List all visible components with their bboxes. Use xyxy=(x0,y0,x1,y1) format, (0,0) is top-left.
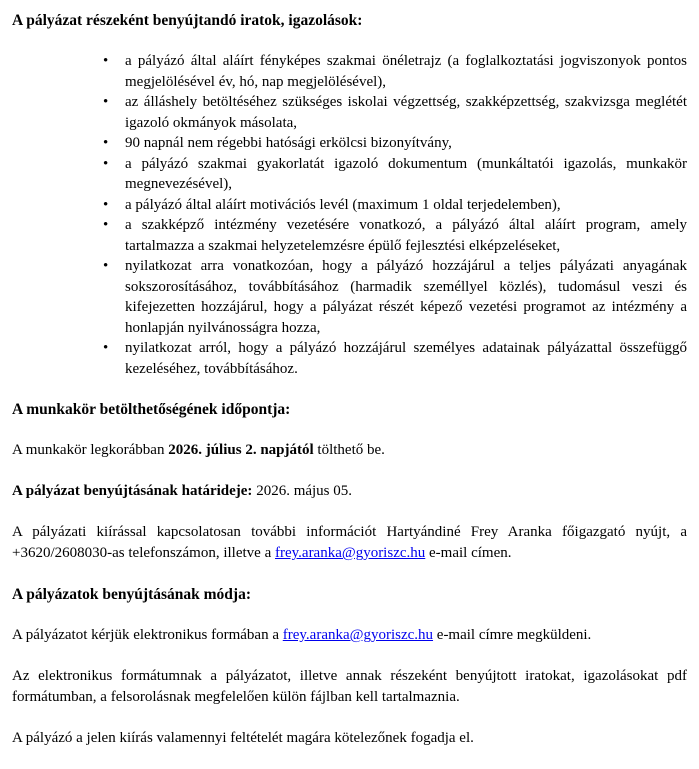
list-item: • a pályázó szakmai gyakorlatát igazoló dokumentum (munkáltatói igazolás, munkakör megnevezésével), xyxy=(125,154,687,195)
submission-paragraph xyxy=(12,625,687,646)
documents-heading: A pályázat részeként benyújtandó iratok, igazolások: xyxy=(12,12,363,29)
contact-email-link[interactable]: frey.aranka@gyoriszc.hu xyxy=(274,545,426,561)
list-item: • a szakképző intézmény vezetésére vonatkozó, a pályázó által aláírt program, amely tartalmazza a szakmai helyzetelemzésre épülő fejlesztési elképzeléseket, xyxy=(125,215,687,256)
list-item: • a pályázó által aláírt motivációs levél (maximum 1 oldal terjedelemben), xyxy=(125,195,687,216)
contact-paragraph xyxy=(12,522,687,564)
list-item: • a pályázó által aláírt fényképes szakmai önéletrajz (a foglalkoztatási jogviszonyok pontos megjelölésével év, hó, nap megjelölésével), xyxy=(125,51,687,92)
availability-text-suffix: tölthető be. xyxy=(313,442,385,458)
list-item: • az álláshely betöltéséhez szükséges iskolai végzettség, szakképzettség, szakvizsga meglétét igazoló okmányok másolata, xyxy=(125,92,687,133)
availability-date: 2026. július 2. napjától xyxy=(168,442,314,458)
list-item: • nyilatkozat arra vonatkozóan, hogy a pályázó hozzájárul a teljes pályázati anyagának sokszorosításához, továbbításához (harmadik személlyel közlés), tudomásul veszi és kifejezetten hozzájárul, hogy a pályázat részét képező vezetési programot az intézmény a honlapján nyilvánosságra hozza, xyxy=(125,256,687,338)
availability-heading: A munkakör betölthetőségének időpontja: xyxy=(12,401,291,418)
deadline-label: A pályázat benyújtásának határideje: xyxy=(12,483,253,499)
availability-text-prefix: A munkakör legkorábban xyxy=(12,442,169,458)
deadline-value: 2026. május 05. xyxy=(252,483,353,499)
submission-email-link[interactable]: frey.aranka@gyoriszc.hu xyxy=(282,627,434,643)
deadline-paragraph xyxy=(12,481,687,502)
required-documents-list xyxy=(125,51,687,379)
submission-heading: A pályázatok benyújtásának módja: xyxy=(12,586,251,603)
availability-paragraph xyxy=(12,440,687,461)
closing-paragraph: A pályázó a jelen kiírás valamennyi feltételét magára kötelezőnek fogadja el. xyxy=(12,730,474,746)
format-paragraph: Az elektronikus formátumnak a pályázatot, illetve annak részeként benyújtott iratokat, igazolásokat pdf formátumban, a felsorolásnak megfelelően külön fájlban kell tartalmaznia. xyxy=(12,668,687,705)
submission-text-after: e-mail címre megküldeni. xyxy=(433,627,592,643)
list-item: • nyilatkozat arról, hogy a pályázó hozzájárul személyes adatainak pályázattal összefüggő kezeléséhez, továbbításához. xyxy=(125,338,687,379)
submission-text-before: A pályázatot kérjük elektronikus formában a xyxy=(12,627,283,643)
contact-text-after: e-mail címen. xyxy=(425,545,512,561)
list-item: • 90 napnál nem régebbi hatósági erkölcsi bizonyítvány, xyxy=(125,133,687,154)
contact-text-before: A pályázati kiírással kapcsolatosan további információt Hartyándiné Frey Aranka főigazgató nyújt, a +3620/2608030-as telefonszámon, illetve a xyxy=(12,524,687,561)
